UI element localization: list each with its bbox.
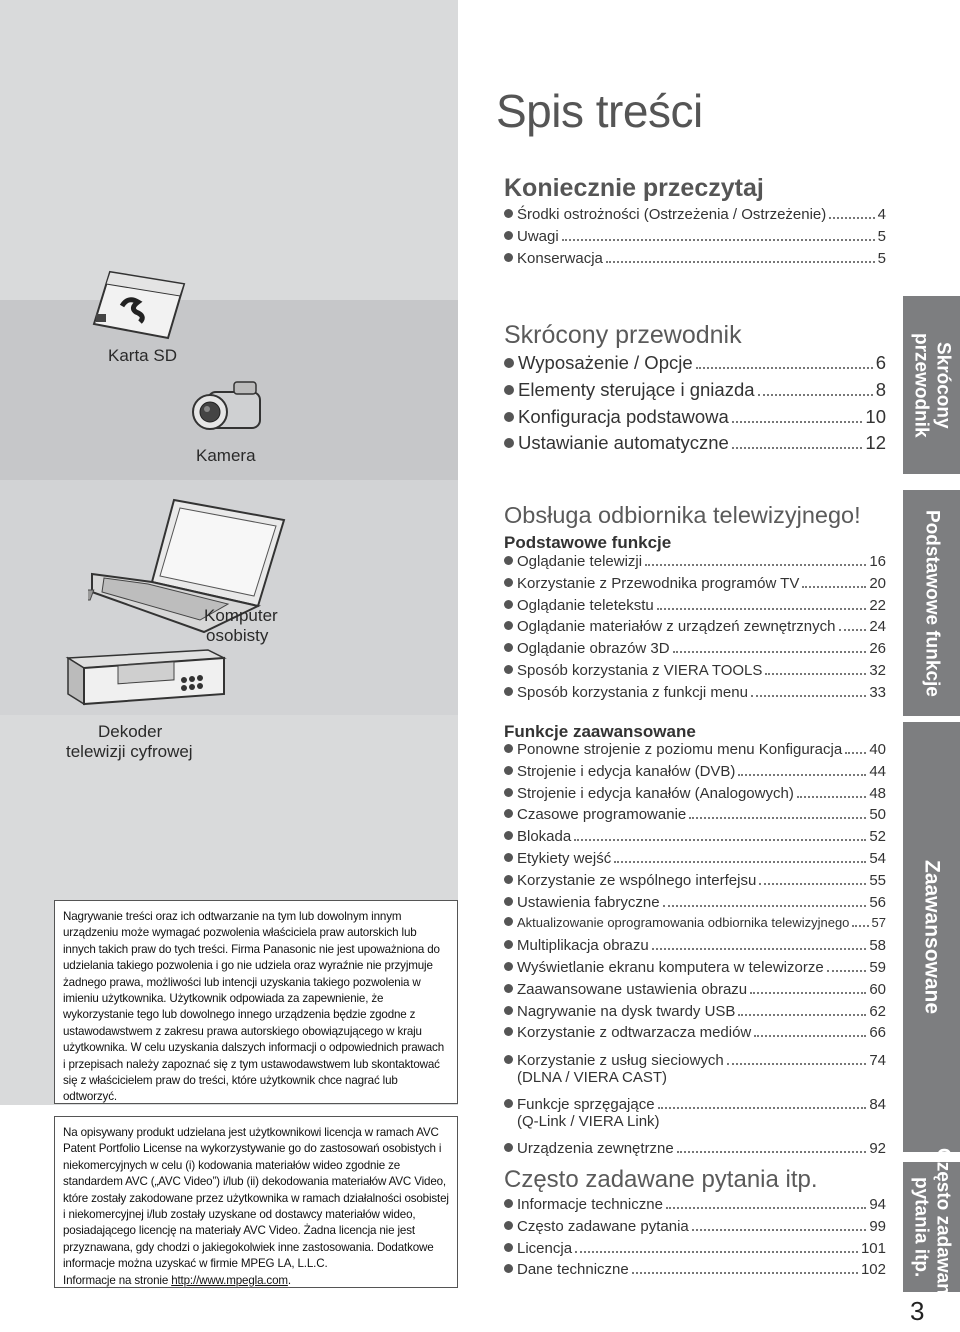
toc-item[interactable] (504, 850, 886, 872)
advanced-functions-list (504, 741, 886, 1046)
leader-dots (606, 261, 875, 263)
bullet-icon (504, 412, 514, 422)
toc-item-page: 10 (865, 405, 886, 427)
leader-dots (658, 1107, 867, 1109)
toc-item-label: Oglądanie telewizji (517, 553, 643, 570)
avc-license-notice (54, 1116, 458, 1288)
toc-item[interactable] (504, 250, 886, 272)
toc-item-page: 54 (869, 849, 886, 867)
bullet-icon (504, 984, 513, 993)
toc-item-page: 24 (869, 618, 886, 636)
leader-dots (827, 970, 867, 972)
toc-item-label: Strojenie i edycja kanałów (DVB) (517, 762, 736, 780)
bullet-icon (504, 600, 513, 609)
toc-item-page: 8 (875, 378, 886, 400)
bullet-icon (504, 1221, 513, 1230)
bullet-icon (504, 621, 513, 630)
sd-card-icon (88, 268, 192, 342)
toc-item[interactable] (504, 352, 886, 379)
leader-dots (575, 1251, 858, 1253)
toc-item[interactable] (504, 894, 886, 916)
toc-item-label-line2: (Q-Link / VIERA Link) (517, 1113, 660, 1130)
toc-item-label: Konserwacja (517, 249, 603, 267)
toc-item[interactable] (504, 1024, 886, 1046)
tab-basic-functions-label: Podstawowe funkcje (921, 509, 943, 697)
toc-item-page: 59 (869, 958, 886, 976)
toc-item-page: 40 (869, 741, 886, 758)
bullet-icon (504, 744, 513, 753)
toc-item-label: Wyświetlanie ekranu komputera w telewizorze (517, 958, 824, 976)
bullet-icon (504, 578, 513, 587)
toc-item-page: 92 (869, 1140, 886, 1157)
toc-item[interactable] (504, 1003, 886, 1025)
toc-item-page: 26 (869, 640, 886, 658)
computer-label-line1: Komputer (204, 606, 278, 625)
toc-item-page: 66 (869, 1024, 886, 1042)
bullet-icon (504, 358, 514, 368)
decoder-label-line2: telewizji cyfrowej (66, 742, 193, 761)
leader-dots (732, 421, 863, 423)
leader-dots (758, 394, 873, 396)
toc-item[interactable] (504, 575, 886, 597)
page-number: 3 (910, 1296, 925, 1326)
leader-dots (751, 695, 866, 697)
bullet-icon (504, 385, 514, 395)
leader-dots (732, 447, 863, 449)
leader-dots (632, 1272, 858, 1274)
tab-advanced-label: Zaawansowane (920, 859, 944, 1015)
bullet-icon (504, 231, 513, 240)
tab-faq[interactable] (903, 1148, 960, 1306)
bullet-icon (504, 1099, 513, 1108)
bullet-icon (504, 1199, 513, 1208)
bullet-icon (504, 1006, 513, 1015)
toc-item-page: 94 (869, 1196, 886, 1213)
bullet-icon (504, 962, 513, 971)
bullet-icon (504, 809, 513, 818)
toc-item-page: 44 (869, 762, 886, 780)
bullet-icon (504, 897, 513, 906)
toc-item-label: Informacje techniczne (517, 1196, 663, 1213)
leader-dots (754, 1035, 866, 1037)
section-quick-guide-title: Skrócony przewodnik (504, 321, 742, 349)
bullet-icon (504, 643, 513, 652)
section-faq-title: Często zadawane pytania itp. (504, 1166, 818, 1193)
leader-dots (657, 608, 867, 610)
sd-card-label: Karta SD (108, 346, 177, 365)
bullet-icon (504, 831, 513, 840)
toc-item[interactable] (504, 1196, 886, 1218)
toc-item-label: Sposób korzystania z funkcji menu (517, 683, 748, 701)
toc-item-page: 6 (875, 352, 886, 373)
toc-item-page: 12 (865, 432, 886, 454)
toc-item[interactable] (504, 206, 886, 228)
leader-dots (689, 817, 866, 819)
toc-item[interactable] (504, 806, 886, 828)
toc-item[interactable] (504, 1261, 886, 1283)
toc-item-page: 58 (869, 937, 886, 955)
section-must-read-title: Koniecznie przeczytaj (504, 174, 764, 202)
tab-faq-line2: pytania itp. (910, 1176, 932, 1278)
bullet-icon (504, 1143, 513, 1152)
bullet-icon (504, 940, 513, 949)
toc-item[interactable] (504, 763, 886, 785)
must-read-list (504, 206, 886, 271)
toc-item-label: Zaawansowane ustawienia obrazu (517, 980, 748, 998)
leader-dots (738, 1014, 866, 1016)
leader-dots (829, 217, 874, 219)
bullet-icon (504, 766, 513, 775)
toc-item-label: Dane techniczne (517, 1261, 629, 1279)
avc-info-end: . (287, 1273, 291, 1287)
toc-item-label-line2: (DLNA / VIERA CAST) (517, 1069, 668, 1086)
leader-dots (759, 883, 866, 885)
tab-advanced[interactable] (903, 722, 960, 1152)
bullet-icon (504, 875, 513, 884)
toc-item-label: Często zadawane pytania (517, 1217, 689, 1235)
copyright-notice (54, 900, 458, 1104)
copyright-notice-text: Nagrywanie treści oraz ich odtwarzanie na tym lub dowolnym innym urządzeniu może wymagać pozwolenia właściciela praw autorskich lub innych takich praw do tych treści. Firma Panasonic nie jest upoważniona do udzielania takiego pozwolenia i go nie udziela oraz wyraźnie nie przyjmuje żadnego prawa, możliwości lub intencji uzyskania takiego pozwolenia w imieniu użytkownika. Użytkownik odpowiada za zapewnienie, że wykorzystanie tego lub dowolnego innego urządzenia będzie zgodne z ustawodawstwem z zakresu prawa autorskiego obowiązującego w kraju użytkownika. W celu uzyskania dalszych informacji o odpowiednich prawach i przepisach należy zapoznać się z tym ustawodawstwem lub skontaktować się z właścicielem praw do treści, które użytkownik chce nagrać lub odtworzyć. (63, 910, 444, 1104)
bullet-icon (504, 853, 513, 862)
leader-dots (696, 367, 873, 369)
toc-item-label: Etykiety wejść (517, 849, 612, 867)
toc-item[interactable] (504, 981, 886, 1003)
toc-item-page: 99 (869, 1217, 886, 1235)
toc-item[interactable] (504, 597, 886, 619)
toc-item-network-services[interactable] (504, 1052, 886, 1096)
bullet-icon (504, 1027, 513, 1036)
toc-item[interactable] (504, 379, 886, 406)
toc-item-page: 5 (877, 227, 886, 245)
toc-item-page: 84 (869, 1096, 886, 1113)
toc-item-page: 56 (869, 893, 886, 911)
leader-dots (852, 925, 868, 927)
bullet-icon (504, 1264, 513, 1273)
toc-item[interactable] (504, 741, 886, 763)
camera-icon (190, 380, 270, 442)
toc-item-label: Urządzenia zewnętrzne (517, 1140, 674, 1157)
leader-dots (797, 796, 867, 798)
leader-dots (677, 1151, 867, 1153)
toc-item[interactable] (504, 406, 886, 433)
bullet-icon (504, 253, 513, 262)
avc-info-text: Informacje na stronie (63, 1273, 172, 1287)
left-panel (0, 0, 458, 1332)
computer-label-line2: osobisty (206, 626, 269, 645)
toc-item[interactable] (504, 553, 886, 575)
toc-item-label: Korzystanie z usług sieciowych (517, 1052, 724, 1069)
camera-label: Kamera (196, 446, 256, 465)
bullet-icon (504, 1243, 513, 1252)
leader-dots (574, 839, 866, 841)
leader-dots (802, 586, 866, 588)
toc-item-page: 5 (877, 249, 886, 267)
toc-item-page: 22 (869, 596, 886, 614)
tab-basic-functions[interactable] (903, 490, 960, 716)
toc-item-label: Blokada (517, 828, 572, 846)
bullet-icon (504, 1055, 513, 1064)
tab-quick-guide[interactable] (903, 296, 960, 474)
toc-item-page: 60 (869, 980, 886, 998)
toc-item-label: Elementy sterujące i gniazda (518, 378, 755, 400)
toc-item-label: Funkcje sprzęgające (517, 1096, 655, 1113)
advanced-functions-heading: Funkcje zaawansowane (504, 722, 696, 741)
bullet-icon (504, 788, 513, 797)
toc-item[interactable] (504, 618, 886, 640)
toc-item-label: Sposób korzystania z VIERA TOOLS (517, 661, 763, 679)
bullet-icon (504, 687, 513, 696)
toc-item-page: 32 (869, 661, 886, 679)
avc-license-text: Na opisywany produkt udzielana jest użytkownikowi licencja w ramach AVC Patent Portfolio License na wykorzystywanie go do zastosowań osobistych i niekomercyjnych w celu (i) kodowania materiałów wideo zgodnie ze standardem AVC („AVC Video”) i/lub (ii) dekodowania materiałów AVC Video, które zostały zakodowane przez użytkownika w ramach działalności osobistej i niekomercyjnej i/lub zostały uzyskane od dostawcy materiałów wideo, posiadającego licencję na materiały AVC Video. Żadna licencja nie jest przyznawana, gdy chodzi o jakiegokolwiek inne zastosowania. Dodatkowe informacje można uzyskać w firmie MPEG LA, L.L.C. (63, 1126, 449, 1271)
leader-dots (765, 673, 866, 675)
mpegla-link[interactable]: http://www.mpegla.com (171, 1273, 288, 1287)
toc-item[interactable] (504, 872, 886, 894)
toc-item-label: Licencja (517, 1239, 573, 1257)
toc-item-label: Konfiguracja podstawowa (518, 405, 729, 427)
tab-quick-guide-label (910, 333, 954, 438)
toc-item-link-functions[interactable] (504, 1096, 886, 1140)
bullet-icon (504, 438, 514, 448)
basic-functions-heading: Podstawowe funkcje (504, 533, 672, 552)
toc-item-label: Ustawianie automatyczne (518, 432, 729, 454)
bullet-icon (504, 209, 513, 218)
page-title: Spis treści (496, 85, 703, 137)
toc-item-page: 16 (869, 553, 886, 570)
toc-item[interactable] (504, 432, 886, 459)
toc-item-label: Oglądanie materiałów z urządzeń zewnętrznych (517, 618, 836, 636)
leader-dots (663, 905, 867, 907)
tab-quick-guide-line1: Skrócony (932, 341, 954, 429)
faq-list (504, 1196, 886, 1283)
basic-functions-list (504, 553, 886, 706)
toc-item[interactable] (504, 959, 886, 981)
toc-item[interactable] (504, 785, 886, 807)
toc-item[interactable] (504, 937, 886, 959)
leader-dots (645, 564, 866, 566)
leader-dots (750, 992, 866, 994)
leader-dots (839, 629, 867, 631)
decoder-label-line1: Dekoder (98, 722, 163, 741)
toc-item[interactable] (504, 828, 886, 850)
toc-item[interactable] (504, 915, 886, 937)
toc-item-page: 57 (871, 915, 886, 931)
tab-quick-guide-line2: przewodnik (910, 332, 932, 438)
toc-item-page: 48 (869, 784, 886, 802)
toc-item-label: Ponowne strojenie z poziomu menu Konfiguracja (517, 741, 843, 758)
toc-item-label: Korzystanie ze wspólnego interfejsu (517, 871, 757, 889)
bullet-icon (504, 917, 513, 926)
decoder-icon (58, 648, 228, 710)
toc-item-page: 62 (869, 1002, 886, 1020)
toc-item-page: 101 (860, 1239, 886, 1257)
toc-item-label: Korzystanie z odtwarzacza mediów (517, 1024, 752, 1042)
bullet-icon (504, 556, 513, 565)
toc-item[interactable] (504, 1218, 886, 1240)
toc-item-label: Korzystanie z Przewodnika programów TV (517, 574, 800, 592)
leader-dots (673, 651, 867, 653)
toc-item-label: Oglądanie obrazów 3D (517, 640, 670, 658)
toc-item-label: Nagrywanie na dysk twardy USB (517, 1002, 736, 1020)
leader-dots (738, 774, 866, 776)
toc-item-label: Aktualizowanie oprogramowania odbiornika telewizyjnego (517, 915, 850, 931)
toc-item-page: 33 (869, 683, 886, 701)
quick-guide-list (504, 352, 886, 459)
toc-item-label: Wyposażenie / Opcje (518, 352, 693, 373)
leader-dots (692, 1229, 867, 1231)
section-tv-use-title: Obsługa odbiornika telewizyjnego! (504, 502, 861, 528)
toc-item-page: 55 (869, 871, 886, 889)
toc-item[interactable] (504, 684, 886, 706)
bullet-icon (504, 665, 513, 674)
toc-item-label: Oglądanie teletekstu (517, 596, 654, 614)
advanced-functions-list-cont (504, 1052, 886, 1162)
toc-item[interactable] (504, 1240, 886, 1262)
leader-dots (727, 1063, 867, 1065)
toc-item-page: 50 (869, 806, 886, 824)
toc-item-external-devices[interactable] (504, 1140, 886, 1162)
toc-item-page: 102 (860, 1261, 886, 1279)
tab-faq-label (910, 1148, 954, 1305)
tab-faq-line1: Często zadawane (932, 1148, 954, 1306)
leader-dots (652, 948, 867, 950)
toc-item-label: Multiplikacja obrazu (517, 937, 649, 955)
toc-item[interactable] (504, 228, 886, 250)
leader-dots (614, 861, 866, 863)
toc-item-page: 74 (869, 1052, 886, 1069)
toc-item-page: 52 (869, 828, 886, 846)
toc-item-label: Środki ostrożności (Ostrzeżenia / Ostrzeżenie) (517, 206, 827, 223)
toc-item-label: Uwagi (517, 227, 559, 245)
toc-item[interactable] (504, 640, 886, 662)
leader-dots (666, 1207, 866, 1209)
toc-item-label: Ustawienia fabryczne (517, 893, 660, 911)
toc-item[interactable] (504, 662, 886, 684)
leader-dots (562, 239, 875, 241)
toc-item-label: Czasowe programowanie (517, 806, 687, 824)
toc-item-label: Strojenie i edycja kanałów (Analogowych) (517, 784, 794, 802)
toc-item-page: 4 (877, 206, 886, 223)
toc-item-page: 20 (869, 574, 886, 592)
leader-dots (845, 752, 866, 754)
